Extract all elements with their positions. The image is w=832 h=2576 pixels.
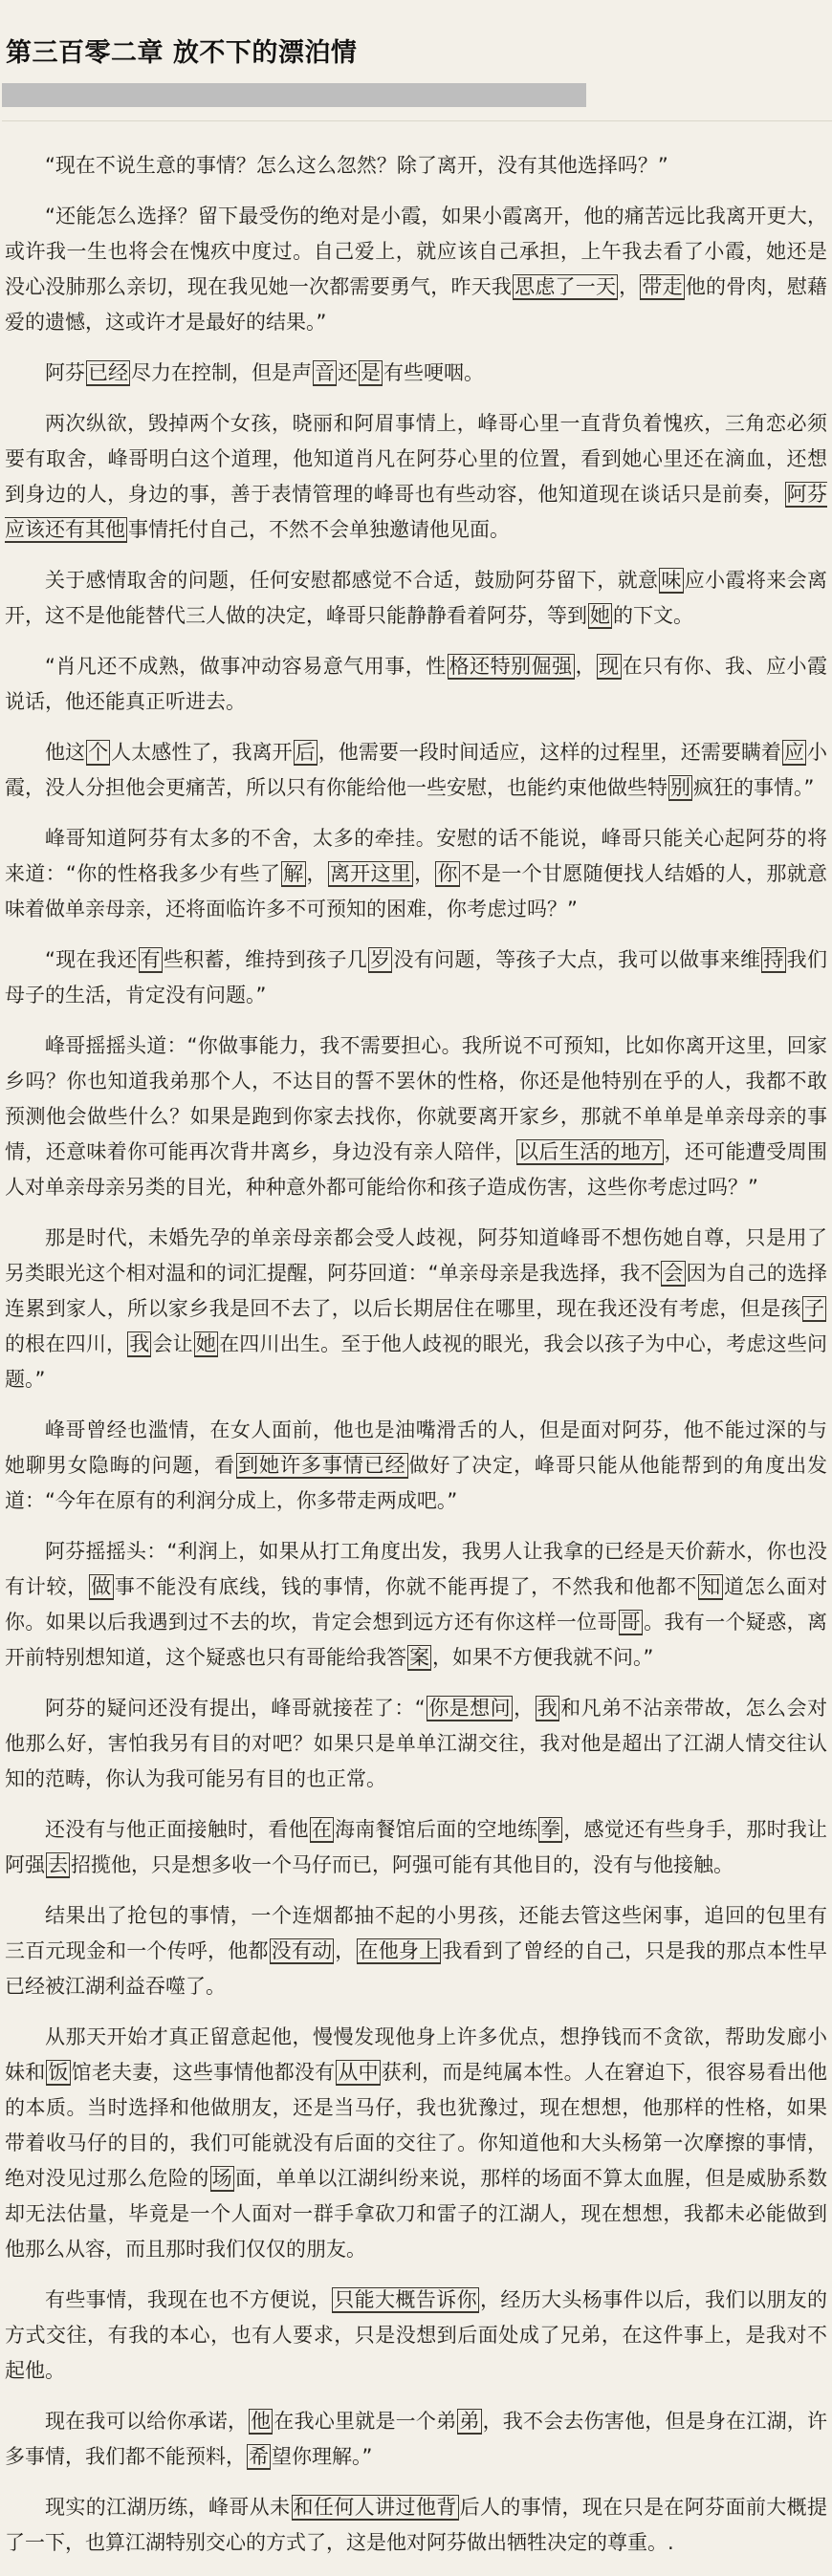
- paragraph: [5, 148, 827, 184]
- boxed-text: 在他身上: [358, 1939, 440, 1962]
- text-segment: “现在不说生意的事情？怎么这么忽然？除了离开，没有其他选择吗？”: [45, 154, 668, 177]
- text-segment: 我们母子的生活，肯定没有问题。”: [5, 948, 827, 1007]
- text-segment: ，: [414, 862, 435, 885]
- boxed-text: 案: [409, 1646, 429, 1669]
- text-segment: 在只有你、我、应小霞说话，他还能真正听进去。: [5, 655, 828, 713]
- text-segment: 他的骨肉，慰藉爱的遗憾，这或许才是最好的结果。”: [5, 275, 828, 334]
- boxed-text: 去: [48, 1853, 68, 1876]
- paragraph: [5, 1898, 827, 2004]
- text-segment: 结果出了抢包的事情，一个连烟都抽不起的小男孩，还能去管这些闲事，追回的包里有三百元现金和一个传呼，他都: [5, 1904, 827, 1962]
- boxed-text: 现: [599, 655, 620, 678]
- paragraph: [5, 2404, 827, 2475]
- ad-placeholder-bar: [2, 83, 586, 107]
- text-segment: 望你理解。”: [272, 2445, 373, 2468]
- text-segment: ，经历大头杨事件以后，我们以朋友的方式交往，有我的本心，也有人要求，只是没想到后面处成了兄弟，在这件事上，是我对不起他。: [5, 2288, 828, 2382]
- text-segment: 。我有一个疑惑，离开前特别想知道，这个疑惑也只有哥能给我答: [5, 1611, 828, 1669]
- text-segment: 还: [338, 361, 358, 384]
- boxed-text: 和任何人讲过他背: [293, 2496, 457, 2519]
- boxed-text: 离开这里: [329, 862, 412, 885]
- boxed-text: 希: [249, 2445, 269, 2468]
- text-segment: 峰哥摇摇头道：“你做事能力，我不需要担心。我所说不可预知，比如你离开这里，回家乡吗？你也知道我弟那个人，不达目的誓不罢休的性格，你还是他特别在乎的人，我都不敢预测他会做些什么？如果是跑到你家去找你，你就要离开家乡，那就不单单是单亲母亲的事情，还意味着你可能再次背井离乡，身边没有亲人陪伴，: [5, 1034, 827, 1163]
- paragraph: [5, 649, 827, 720]
- text-segment: 有些事情，我现在也不方便说，: [45, 2288, 332, 2311]
- paragraph: [5, 2490, 827, 2561]
- boxed-text: 阿芬应该还有其他: [5, 483, 827, 541]
- boxed-text: 子: [804, 1297, 824, 1320]
- boxed-text: 知: [700, 1575, 721, 1598]
- boxed-text: 场: [211, 2167, 232, 2190]
- paragraph: [5, 1413, 827, 1519]
- text-segment: 疯狂的事情。”: [693, 776, 815, 799]
- boxed-text: 他: [251, 2410, 272, 2433]
- text-segment: 峰哥曾经也滥情，在女人面前，他也是油嘴滑舌的人，但是面对阿芬，他不能过深的与她聊男女隐晦的问题，看: [5, 1418, 827, 1477]
- boxed-text: 弟: [459, 2410, 480, 2433]
- text-segment: 不是一个甘愿随便找人结婚的人，那就意味着做单亲母亲，还将面临许多不可预知的困难，你考虑过吗？”: [5, 862, 828, 920]
- text-segment: ，他需要一段时间适应，这样的过程里，还需要瞒着: [317, 741, 781, 764]
- text-segment: 获利，而是纯属本性。人在窘迫下，很容易看出他的本质。当时选择和他做朋友，还是当马仔，我也犹豫过，现在想想，他那样的性格，如果带着收马仔的目的，我们可能就没有后面的交往了。你知道他和大头杨第一次摩擦的事情，绝对没见过那么危险的: [5, 2061, 828, 2190]
- text-segment: 我看到了曾经的自己，只是我的那点本性早已经被江湖利益吞噬了。: [5, 1939, 828, 1998]
- text-segment: 会让: [152, 1332, 193, 1355]
- text-segment: ，我不会去伤害他，但是身在江湖，许多事情，我们都不能预料，: [5, 2410, 828, 2468]
- boxed-text: 在: [311, 1818, 333, 1841]
- boxed-text: 会: [663, 1262, 684, 1285]
- paragraph: [5, 563, 827, 634]
- text-segment: 道怎么面对你。如果以后我遇到过不去的坎，肯定会想到远方还有你这样一位哥: [5, 1575, 828, 1634]
- boxed-text: 拳: [540, 1818, 561, 1841]
- paragraph: [5, 1221, 827, 1397]
- text-segment: ，: [575, 655, 597, 678]
- text-segment: 在四川出生。至于他人歧视的眼光，我会以孩子为中心，考虑这些问题。”: [5, 1332, 828, 1391]
- text-segment: 没有问题，等孩子大点，我可以做事来维: [393, 948, 761, 971]
- boxed-text: 解: [283, 862, 304, 885]
- text-segment: 现在我可以给你承诺，: [45, 2410, 249, 2433]
- text-segment: 峰哥知道阿芬有太多的不舍，太多的牵挂。安慰的话不能说，峰哥只能关心起阿芬的将来道：“你的性格我多少有些了: [5, 827, 827, 885]
- text-segment: 有些哽咽。: [383, 361, 484, 384]
- text-segment: ，: [619, 275, 640, 298]
- text-segment: 阿芬摇摇头：“利润上，如果从打工角度出发，我男人让我拿的已经是天价薪水，你也没有计较，: [5, 1540, 827, 1598]
- paragraph: [5, 821, 827, 927]
- text-segment: 现实的江湖历练，峰哥从未: [45, 2496, 291, 2519]
- boxed-text: 格还特别倔强: [449, 655, 573, 678]
- boxed-text: 是: [361, 361, 381, 384]
- text-segment: 尽力在控制，但是声: [131, 361, 312, 384]
- boxed-text: 我: [536, 1697, 558, 1720]
- boxed-text: 音: [315, 361, 335, 384]
- chapter-content: [5, 121, 827, 2561]
- text-segment: 面，单单以江湖纠纷来说，那样的场面不算太血腥，但是威胁系数却无法估量，毕竟是一个人面对一群手拿砍刀和雷子的江湖人，现在想想，我都未必能做到他那么从容，而且那时我们仅仅的朋友。: [5, 2167, 828, 2261]
- boxed-text: 哥: [620, 1611, 642, 1634]
- boxed-text: 我: [129, 1332, 150, 1355]
- text-segment: 招揽他，只是想多收一个马仔而已，阿强可能有其他目的，没有与他接触。: [71, 1853, 733, 1876]
- text-segment: 人太感性了，我离开: [111, 741, 293, 764]
- text-segment: 那是时代，未婚先孕的单亲母亲都会受人歧视，阿芬知道峰哥不想伤她自尊，只是用了另类眼光这个相对温和的词汇提醒，阿芬回道：“单亲母亲是我选择，我不: [5, 1226, 827, 1285]
- text-segment: 还没有与他正面接触时，看他: [45, 1818, 309, 1841]
- paragraph: [5, 1691, 827, 1797]
- text-segment: 因为自己的选择连累到家人，所以家乡我是回不去了，以后长期居住在哪里，现在我还没有考虑，但是孩: [5, 1262, 827, 1320]
- text-segment: ，还可能遭受周围人对单亲母亲另类的目光，种种意外都可能给你和孩子造成伤害，这些你考虑过吗？”: [5, 1140, 828, 1199]
- paragraph: [5, 1812, 827, 1883]
- boxed-text: 没有动: [271, 1939, 333, 1962]
- text-segment: “现在我还: [45, 948, 138, 971]
- text-segment: ，: [306, 862, 327, 885]
- boxed-text: 有: [140, 948, 161, 971]
- paragraph: [5, 1028, 827, 1205]
- boxed-text: 已经: [88, 361, 128, 384]
- paragraph: [5, 356, 827, 391]
- boxed-text: 岁: [370, 948, 391, 971]
- boxed-text: 别: [670, 776, 690, 799]
- boxed-text: 做: [91, 1575, 112, 1598]
- paragraph: [5, 406, 827, 548]
- boxed-text: 到她许多事情已经: [238, 1454, 406, 1477]
- boxed-text: 你是想问: [427, 1697, 512, 1720]
- text-segment: “还能怎么选择？留下最受伤的绝对是小霞，如果小霞离开，他的痛苦远比我离开更大，或许我一生也将会在愧疚中度过。自己爱上，就应该自己承担，上午我去看了小霞，她还是没心没肺那么亲切，现在我见她一次都需要勇气，昨天我: [5, 205, 827, 298]
- paragraph: [5, 2283, 827, 2389]
- text-segment: ，: [335, 1939, 356, 1962]
- text-segment: 两次纵欲，毁掉两个女孩，晓丽和阿眉事情上，峰哥心里一直背负着愧疚，三角恋必须要有取舍，峰哥明白这个道理，他知道肖凡在阿芬心里的位置，看到她心里还在滴血，还想到身边的人，身边的事，善于表情管理的峰哥也有些动容，他知道现在谈话只是前奏，: [5, 412, 827, 506]
- text-segment: 阿芬的疑问还没有提出，峰哥就接茬了：“: [45, 1697, 426, 1720]
- boxed-text: 从中: [338, 2061, 379, 2084]
- text-segment: 阿芬: [45, 361, 85, 384]
- text-segment: 的根在四川，: [5, 1332, 127, 1355]
- text-segment: 从那天开始才真正留意起他，慢慢发现他身上许多优点，想挣钱而不贪欲，帮助发廊小妹和: [5, 2025, 827, 2084]
- text-segment: ，感觉还有些身手，那时我让阿强: [5, 1818, 828, 1876]
- paragraph: [5, 942, 827, 1013]
- boxed-text: 后: [295, 741, 316, 764]
- text-segment: 事情托付自己，不然不会单独邀请他见面。: [128, 518, 510, 541]
- text-segment: 关于感情取舍的问题，任何安慰都感觉不合适，鼓励阿芬留下，就意: [45, 569, 659, 592]
- boxed-text: 味: [661, 569, 682, 592]
- text-segment: 些积蓄，维持到孩子几: [163, 948, 368, 971]
- boxed-text: 应: [783, 741, 805, 764]
- boxed-text: 她: [590, 604, 610, 627]
- text-segment: 他这: [45, 741, 86, 764]
- text-segment: 小霞，没人分担他会更痛苦，所以只有你能给他一些安慰，也能约束他做些特: [5, 741, 828, 799]
- boxed-text: 以后生活的地方: [517, 1140, 662, 1163]
- text-segment: ，: [514, 1697, 535, 1720]
- boxed-text: 只能大概告诉你: [334, 2288, 477, 2311]
- paragraph: [5, 199, 827, 340]
- paragraph: [5, 1534, 827, 1676]
- text-segment: 的下文。: [613, 604, 693, 627]
- text-segment: 应小霞将来会离开，这不是他能替代三人做的决定，峰哥只能静静看着阿芬，等到: [5, 569, 828, 627]
- boxed-text: 持: [763, 948, 784, 971]
- boxed-text: 思虑了一天: [515, 275, 617, 298]
- boxed-text: 你: [437, 862, 458, 885]
- paragraph: [5, 735, 827, 806]
- text-segment: 事不能没有底线，钱的事情，你就不能再提了，不然我和他都不: [114, 1575, 698, 1598]
- text-segment: ，如果不方便我就不问。”: [432, 1646, 654, 1669]
- text-segment: 后人的事情，现在只是在阿芬面前大概提了一下，也算江湖特别交心的方式了，这是他对阿芬做出牺牲决定的尊重。.: [5, 2496, 828, 2554]
- paragraph: [5, 2020, 827, 2267]
- boxed-text: 个: [88, 741, 109, 764]
- text-segment: “肖凡还不成熟，做事冲动容易意气用事，性: [45, 655, 447, 678]
- boxed-text: 带走: [642, 275, 683, 298]
- boxed-text: 饭: [48, 2061, 69, 2084]
- text-segment: 海南餐馆后面的空地练: [335, 1818, 538, 1841]
- text-segment: 和凡弟不沾亲带故，怎么会对他那么好，害怕我另有目的对吧？如果只是单单江湖交往，我对他是超出了江湖人情交往认知的范畴，你认为我可能另有目的也正常。: [5, 1697, 828, 1790]
- boxed-text: 她: [195, 1332, 217, 1355]
- chapter-title: 第三百零二章 放不下的漂泊情: [6, 38, 358, 68]
- text-segment: 在我心里就是一个弟: [274, 2410, 457, 2433]
- text-segment: 馆老夫妻，这些事情他都没有: [71, 2061, 336, 2084]
- text-segment: 做好了决定，峰哥只能从他能帮到的角度出发道：“今年在原有的利润分成上，你多带走两成吧。”: [5, 1454, 828, 1512]
